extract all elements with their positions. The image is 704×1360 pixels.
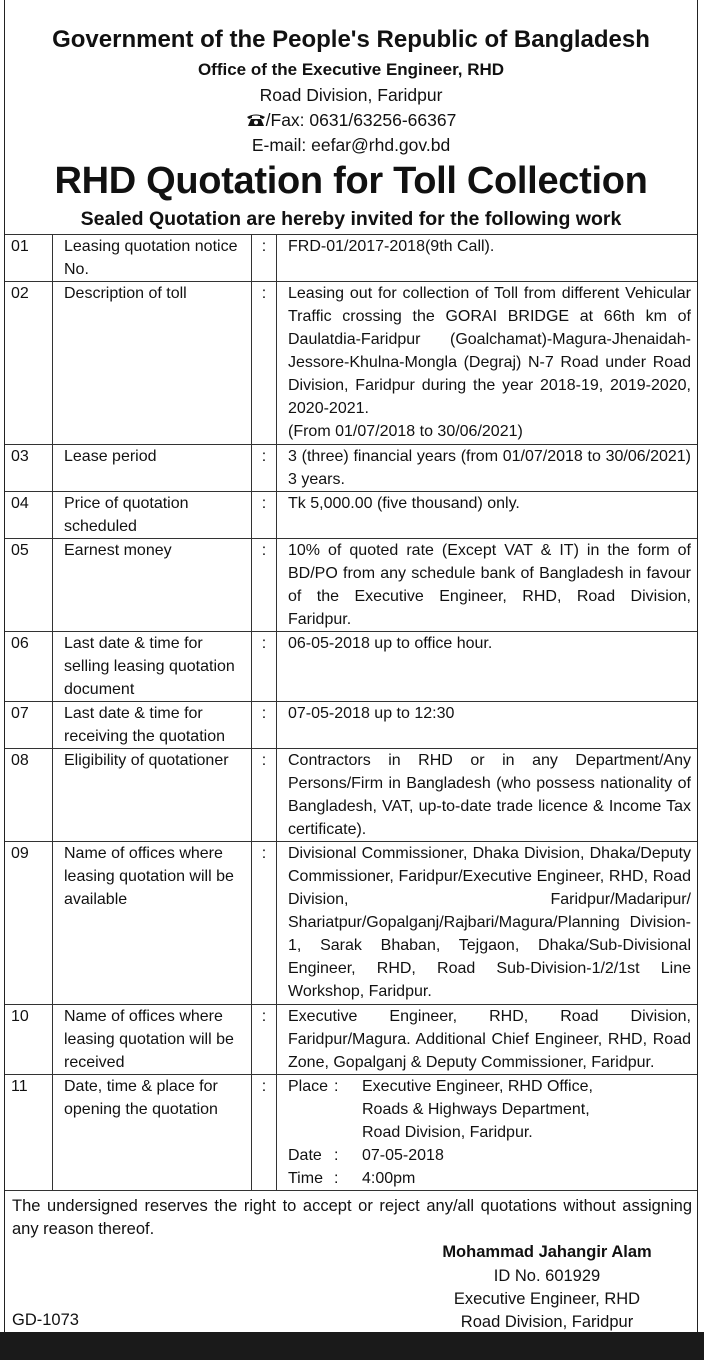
row-number: 03 bbox=[5, 445, 53, 492]
row-number: 05 bbox=[5, 539, 53, 632]
row-value: 07-05-2018 up to 12:30 bbox=[277, 702, 698, 749]
opening-date bbox=[288, 1144, 691, 1167]
row-label: Date, time & place for opening the quotation bbox=[53, 1075, 252, 1191]
time-value: 4:00pm bbox=[362, 1170, 416, 1187]
office-heading: Office of the Executive Engineer, RHD bbox=[197, 60, 505, 79]
reservation-note: The undersigned reserves the right to accept or reject any/all quotations without assigning any reason thereof. bbox=[12, 1197, 692, 1238]
row-value: 06-05-2018 up to office hour. bbox=[277, 632, 698, 702]
table-row bbox=[5, 235, 697, 282]
row-number: 07 bbox=[5, 702, 53, 749]
row-value: 10% of quoted rate (Except VAT & IT) in the form of BD/PO from any schedule bank of Bangladesh in favour of the Executive Engineer, RHD, Road Division, Faridpur. bbox=[277, 539, 698, 632]
row-label: Last date & time for selling leasing quotation document bbox=[53, 632, 252, 702]
table-row bbox=[5, 282, 697, 445]
row-value bbox=[277, 1075, 698, 1191]
row-colon: : bbox=[252, 1075, 277, 1191]
row-label: Eligibility of quotationer bbox=[53, 749, 252, 842]
row-colon: : bbox=[252, 702, 277, 749]
place-value bbox=[362, 1075, 691, 1144]
opening-place bbox=[288, 1075, 691, 1144]
table-row bbox=[5, 492, 697, 539]
telephone-icon bbox=[246, 113, 266, 127]
place-colon: : bbox=[334, 1078, 339, 1095]
row-value: Executive Engineer, RHD, Road Division, Faridpur/Magura. Additional Chief Engineer, RHD, Road Zone, Gopalganj & Deputy Commissioner, Faridpur. bbox=[277, 1005, 698, 1075]
time-key: Time bbox=[288, 1170, 323, 1187]
row-number: 02 bbox=[5, 282, 53, 445]
government-heading: Government of the People's Republic of Bangladesh bbox=[52, 26, 650, 53]
row-colon: : bbox=[252, 749, 277, 842]
date-value: 07-05-2018 bbox=[362, 1147, 444, 1164]
row-colon: : bbox=[252, 282, 277, 445]
gd-number: GD-1073 bbox=[12, 1311, 79, 1329]
row-number: 01 bbox=[5, 235, 53, 282]
notice-page bbox=[4, 0, 698, 1332]
table-row bbox=[5, 1005, 697, 1075]
row-label: Last date & time for receiving the quotation bbox=[53, 702, 252, 749]
division-line: Road Division, Faridpur bbox=[259, 85, 443, 105]
row-colon: : bbox=[252, 1005, 277, 1075]
signatory-title: Executive Engineer, RHD bbox=[453, 1290, 641, 1308]
signatory-id: ID No. 601929 bbox=[493, 1267, 601, 1285]
row-colon: : bbox=[252, 539, 277, 632]
place-line: Roads & Highways Department, bbox=[362, 1101, 590, 1118]
date-colon: : bbox=[334, 1147, 339, 1164]
row-colon: : bbox=[252, 235, 277, 282]
row-colon: : bbox=[252, 842, 277, 1005]
signatory-name: Mohammad Jahangir Alam bbox=[442, 1243, 652, 1261]
email-line: E-mail: eefar@rhd.gov.bd bbox=[251, 135, 451, 155]
table-row bbox=[5, 539, 697, 632]
row-colon: : bbox=[252, 445, 277, 492]
toll-period: (From 01/07/2018 to 30/06/2021) bbox=[288, 423, 523, 440]
row-number: 09 bbox=[5, 842, 53, 1005]
place-line: Road Division, Faridpur. bbox=[362, 1124, 533, 1141]
table-row bbox=[5, 842, 697, 1005]
place-line: Executive Engineer, RHD Office, bbox=[362, 1078, 593, 1095]
scan-edge-bar bbox=[0, 1332, 704, 1360]
toll-description: Leasing out for collection of Toll from different Vehicular Traffic crossing the GORAI BRIDGE at 66th km of Daulatdia-Faridpur (Goalchamat)-Magura-Jhenaidah-Jessore-Khulna-Mongla (Degraj) N-7 Road under Road Division, Faridpur during the year 2018-19, 2019-2020, 2020-2021. bbox=[288, 285, 691, 417]
row-number: 08 bbox=[5, 749, 53, 842]
row-label: Price of quotation scheduled bbox=[53, 492, 252, 539]
row-value bbox=[277, 282, 698, 445]
row-number: 10 bbox=[5, 1005, 53, 1075]
row-label: Lease period bbox=[53, 445, 252, 492]
row-value: Contractors in RHD or in any Department/Any Persons/Firm in Bangladesh (who possess nationality of Bangladesh, VAT, up-to-date trade licence & Income Tax certificate). bbox=[277, 749, 698, 842]
row-value: FRD-01/2017-2018(9th Call). bbox=[277, 235, 698, 282]
place-key: Place bbox=[288, 1078, 329, 1095]
notice-subtitle: Sealed Quotation are hereby invited for the following work bbox=[80, 208, 622, 230]
phone-fax-text: /Fax: 0631/63256-66367 bbox=[265, 110, 457, 130]
row-number: 06 bbox=[5, 632, 53, 702]
row-label: Description of toll bbox=[53, 282, 252, 445]
row-colon: : bbox=[252, 492, 277, 539]
row-label: Name of offices where leasing quotation will be available bbox=[53, 842, 252, 1005]
table-row bbox=[5, 702, 697, 749]
opening-time bbox=[288, 1167, 691, 1190]
table-row bbox=[5, 749, 697, 842]
signatory-office: Road Division, Faridpur bbox=[460, 1313, 634, 1331]
table-row bbox=[5, 632, 697, 702]
row-number: 04 bbox=[5, 492, 53, 539]
row-colon: : bbox=[252, 632, 277, 702]
quotation-table bbox=[5, 234, 697, 1191]
date-key: Date bbox=[288, 1147, 322, 1164]
row-value: Tk 5,000.00 (five thousand) only. bbox=[277, 492, 698, 539]
row-value: Divisional Commissioner, Dhaka Division, Dhaka/Deputy Commissioner, Faridpur/Executive Engineer, RHD, Road Division, Faridpur/Madaripur/ Shariatpur/Gopalganj/Rajbari/Magura/Planning Division-1, Sarak Bhaban, Tejgaon, Dhaka/Sub-Divisional Engineer, RHD, Road Sub-Division-1/2/1st Line Workshop, Faridpur. bbox=[277, 842, 698, 1005]
time-colon: : bbox=[334, 1170, 339, 1187]
notice-title: RHD Quotation for Toll Collection bbox=[54, 160, 648, 202]
row-number: 11 bbox=[5, 1075, 53, 1191]
table-row bbox=[5, 445, 697, 492]
row-label: Earnest money bbox=[53, 539, 252, 632]
table-row bbox=[5, 1075, 697, 1191]
row-value: 3 (three) financial years (from 01/07/2018 to 30/06/2021) 3 years. bbox=[277, 445, 698, 492]
row-label: Name of offices where leasing quotation will be received bbox=[53, 1005, 252, 1075]
phone-fax-line bbox=[5, 110, 697, 131]
row-label: Leasing quotation notice No. bbox=[53, 235, 252, 282]
